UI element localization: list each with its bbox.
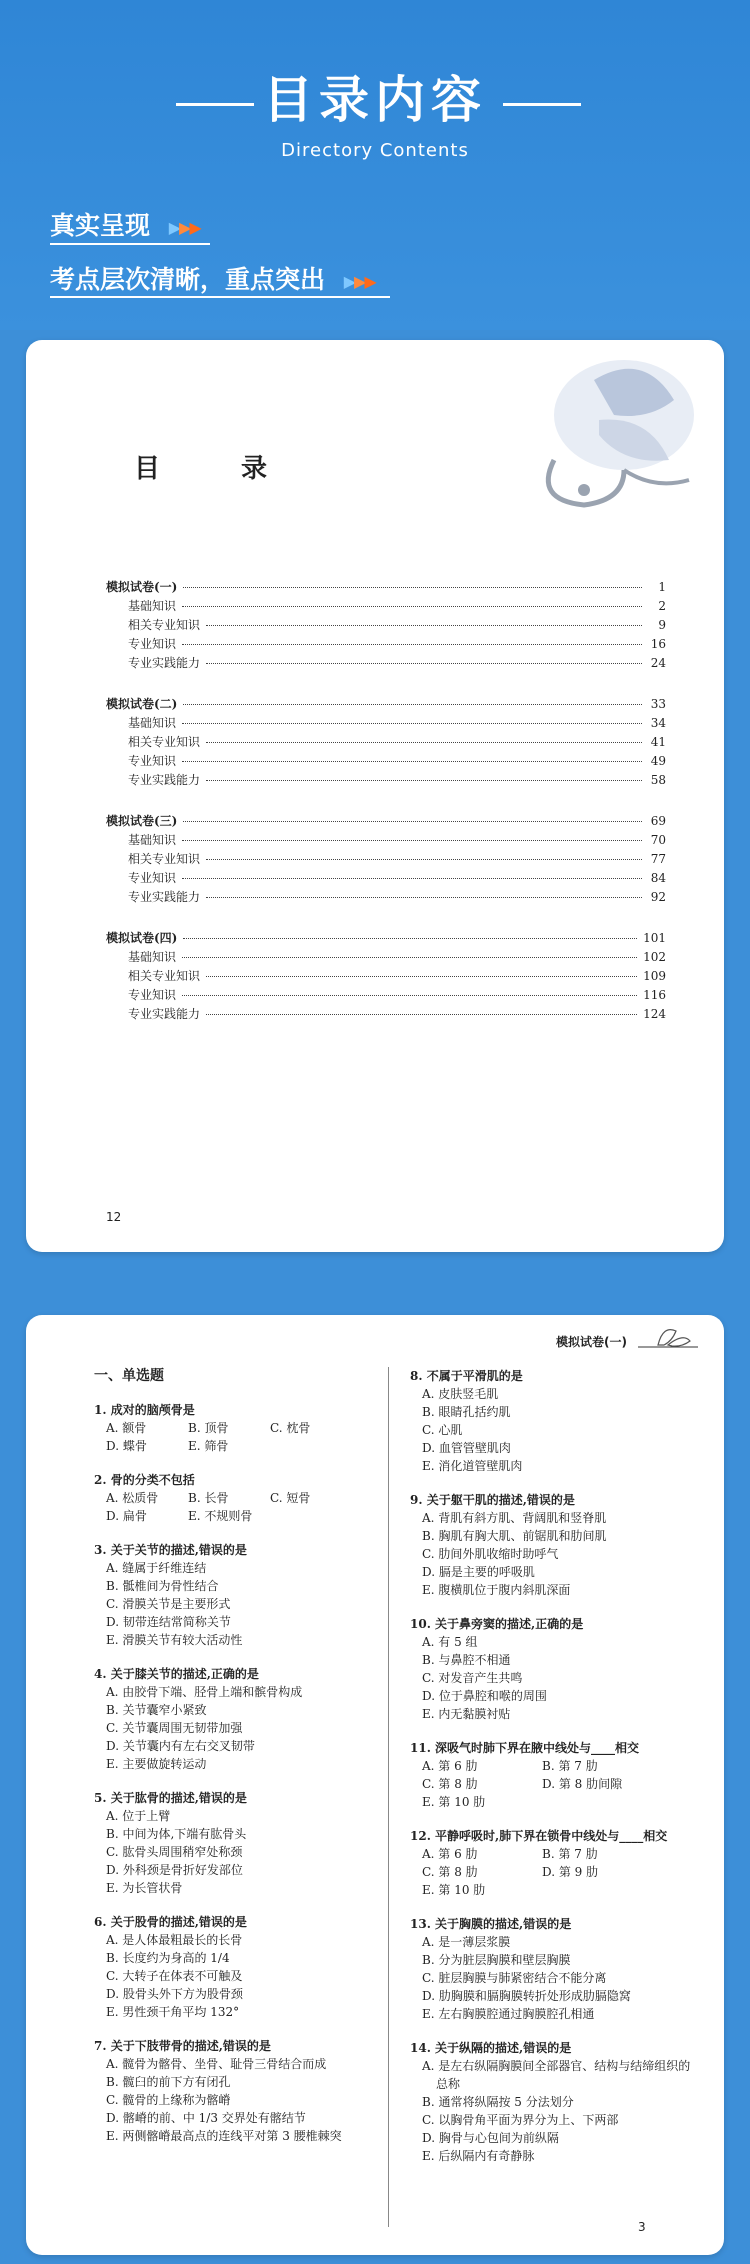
question-2	[94, 1471, 384, 1525]
tag-real	[50, 206, 200, 242]
question-1	[94, 1401, 384, 1455]
leader-dots	[182, 878, 642, 879]
question-stem: 13. 关于胸膜的描述,错误的是	[410, 1917, 572, 1931]
option-e[interactable]: E. 两侧髂嵴最高点的连线平对第 3 腰椎棘突	[106, 2129, 342, 2143]
question-stem: 12. 平静呼吸时,肺下界在锁骨中线处与____相交	[410, 1829, 668, 1843]
option-a[interactable]: A. 有 5 组	[422, 1635, 478, 1649]
toc-entry-label: 基础知识	[128, 716, 177, 730]
toc-entry[interactable]	[106, 869, 666, 888]
toc-entry-label: 相关专业知识	[128, 969, 201, 983]
leader-dots	[183, 587, 642, 588]
option-e[interactable]: E. 后纵隔内有奇静脉	[422, 2149, 535, 2163]
right-column	[410, 1367, 700, 2181]
option-a[interactable]: A. 是人体最粗最长的长骨	[106, 1933, 243, 1947]
option-row	[410, 1757, 700, 1775]
toc-entry[interactable]	[106, 771, 666, 790]
toc-entry[interactable]	[106, 654, 666, 673]
toc-entry-label: 基础知识	[128, 950, 177, 964]
option-b[interactable]: B. 髋臼的前下方有闭孔	[106, 2075, 231, 2089]
toc-entry-page: 1	[658, 580, 666, 594]
option-e[interactable]: E. 第 10 肋	[422, 1883, 486, 1897]
toc-entry[interactable]	[106, 1005, 666, 1024]
option-row	[94, 1489, 384, 1507]
page-number: 12	[106, 1210, 122, 1224]
option-d[interactable]: D. 膈是主要的呼吸肌	[422, 1565, 535, 1579]
option-e[interactable]: E. 左右胸膜腔通过胸膜腔孔相通	[422, 2007, 595, 2021]
option-a[interactable]: A. 髋骨为髂骨、坐骨、耻骨三骨结合而成	[106, 2057, 327, 2071]
toc-entry[interactable]	[106, 967, 666, 986]
question-13	[410, 1915, 700, 2023]
option-c[interactable]: C. 滑膜关节是主要形式	[106, 1597, 231, 1611]
toc-entry-label: 专业实践能力	[128, 1007, 201, 1021]
toc-entry-label: 专业知识	[128, 988, 177, 1002]
header-title-wrap	[0, 70, 750, 130]
option-row	[94, 1437, 384, 1455]
header-title: 目录内容	[263, 71, 487, 129]
toc-entry-label: 模拟试卷(三)	[106, 814, 178, 828]
question-stem: 5. 关于肱骨的描述,错误的是	[94, 1791, 247, 1805]
toc-entry-page: 9	[658, 618, 666, 632]
option-d[interactable]: D. 股骨头外下方为股骨颈	[106, 1987, 243, 2001]
section-title: 一、单选题	[94, 1368, 164, 1384]
option-a[interactable]: A. 位于上臂	[106, 1809, 171, 1823]
question-11	[410, 1739, 700, 1811]
leader-dots	[206, 742, 642, 743]
question-stem: 14. 关于纵隔的描述,错误的是	[410, 2041, 572, 2055]
option-b[interactable]: B. 骶椎间为骨性结合	[106, 1579, 219, 1593]
toc-entry-page: 102	[643, 950, 666, 964]
toc-entry-page: 101	[643, 931, 666, 945]
toc-entry[interactable]	[106, 597, 666, 616]
toc-entry-label: 相关专业知识	[128, 735, 201, 749]
toc-entry[interactable]	[106, 733, 666, 752]
toc-entry-page: 109	[643, 969, 666, 983]
toc-entry-label: 相关专业知识	[128, 618, 201, 632]
tag-real-text: 真实呈现	[50, 211, 151, 240]
running-header: 模拟试卷(一)	[556, 1335, 627, 1349]
toc-entry-label: 专业知识	[128, 754, 177, 768]
toc-group	[106, 812, 666, 907]
option-c[interactable]: C. 肱骨头周围稍窄处称颈	[106, 1845, 243, 1859]
toc-entry[interactable]	[106, 695, 666, 714]
toc-list	[106, 578, 666, 1046]
option-e[interactable]: E. 腹横肌位于腹内斜肌深面	[422, 1583, 571, 1597]
tag-clear	[50, 260, 375, 296]
toc-entry-page: 2	[658, 599, 666, 613]
toc-entry-page: 58	[650, 773, 666, 787]
leader-dots	[183, 704, 642, 705]
toc-entry[interactable]	[106, 986, 666, 1005]
option-d[interactable]: D. 第 9 肋	[542, 1865, 599, 1879]
leader-dots	[183, 938, 637, 939]
leader-dots	[182, 723, 642, 724]
question-stem: 4. 关于膝关节的描述,正确的是	[94, 1667, 259, 1681]
leader-dots	[206, 625, 642, 626]
question-8	[410, 1367, 700, 1475]
option-c[interactable]: C. 心肌	[422, 1423, 463, 1437]
toc-entry-page: 16	[650, 637, 666, 651]
tag-underline-1	[50, 243, 210, 245]
option-d[interactable]: D. 髂嵴的前、中 1/3 交界处有髂结节	[106, 2111, 306, 2125]
option-d[interactable]: D. 位于鼻腔和喉的周围	[422, 1689, 547, 1703]
question-10	[410, 1615, 700, 1723]
leader-dots	[182, 761, 642, 762]
option-d[interactable]: D. 关节囊内有左右交叉韧带	[106, 1739, 255, 1753]
option-d[interactable]: D. 第 8 肋间隙	[542, 1777, 623, 1791]
leader-dots	[182, 957, 637, 958]
leader-dots	[206, 976, 637, 977]
option-e[interactable]: E. 为长管状骨	[106, 1881, 183, 1895]
option-a[interactable]: A. 皮肤竖毛肌	[422, 1387, 499, 1401]
option-c[interactable]: C. 对发音产生共鸣	[422, 1671, 523, 1685]
option-b[interactable]: B. 关节囊窄小紧致	[106, 1703, 207, 1717]
option-row	[410, 1863, 700, 1881]
exam-page	[26, 1315, 724, 2255]
option-a[interactable]: A. 缝属于纤维连结	[106, 1561, 207, 1575]
toc-entry[interactable]	[106, 948, 666, 967]
option-e[interactable]: E. 男性颈干角平均 132°	[106, 2005, 240, 2019]
option-c[interactable]: C. 大转子在体表不可触及	[106, 1969, 243, 1983]
option-row	[410, 1845, 700, 1863]
question-stem: 8. 不属于平滑肌的是	[410, 1369, 523, 1383]
option-c[interactable]: C. 以胸骨角平面为界分为上、下两部	[422, 2113, 619, 2127]
option-a[interactable]: A. 第 6 肋	[422, 1847, 478, 1861]
option-e[interactable]: E. 内无黏膜衬贴	[422, 1707, 511, 1721]
question-7	[94, 2037, 384, 2145]
question-stem: 10. 关于鼻旁窦的描述,正确的是	[410, 1617, 584, 1631]
toc-title: 目 录	[134, 454, 304, 484]
header-subtitle: Directory Contents	[281, 140, 469, 161]
option-row	[94, 1507, 384, 1525]
option-a[interactable]: A. 由胶骨下端、胫骨上端和髌骨构成	[106, 1685, 303, 1699]
toc-entry-label: 相关专业知识	[128, 852, 201, 866]
toc-entry-page: 24	[650, 656, 666, 670]
option-b[interactable]: B. 胸肌有胸大肌、前锯肌和肋间肌	[422, 1529, 607, 1543]
leader-dots	[206, 663, 642, 664]
leader-dots	[206, 780, 642, 781]
option-d[interactable]: D. 蝶骨	[106, 1439, 147, 1453]
leader-dots	[182, 644, 642, 645]
option-b[interactable]: B. 第 7 肋	[542, 1759, 598, 1773]
question-stem: 3. 关于关节的描述,错误的是	[94, 1543, 247, 1557]
option-c[interactable]: C. 短骨	[270, 1491, 311, 1505]
option-e[interactable]: E. 主要做旋转运动	[106, 1757, 207, 1771]
toc-group	[106, 695, 666, 790]
option-d[interactable]: D. 韧带连结常简称关节	[106, 1615, 231, 1629]
option-a[interactable]: A. 背肌有斜方肌、背阔肌和竖脊肌	[422, 1511, 607, 1525]
question-3	[94, 1541, 384, 1649]
toc-entry-label: 基础知识	[128, 599, 177, 613]
option-c[interactable]: C. 第 8 肋	[422, 1865, 478, 1879]
option-row	[410, 1775, 700, 1793]
option-a[interactable]: A. 额骨	[106, 1421, 147, 1435]
option-c[interactable]: C. 枕骨	[270, 1421, 311, 1435]
question-12	[410, 1827, 700, 1899]
option-c[interactable]: C. 髋骨的上缘称为髂嵴	[106, 2093, 231, 2107]
question-4	[94, 1665, 384, 1773]
toc-entry-label: 模拟试卷(四)	[106, 931, 178, 945]
question-9	[410, 1491, 700, 1599]
toc-entry[interactable]	[106, 929, 666, 948]
left-column	[94, 1367, 384, 2161]
option-b[interactable]: B. 第 7 肋	[542, 1847, 598, 1861]
page-number: 3	[638, 2220, 646, 2234]
toc-group	[106, 578, 666, 673]
option-e[interactable]: E. 第 10 肋	[422, 1795, 486, 1809]
option-d[interactable]: D. 血管管壁肌肉	[422, 1441, 511, 1455]
option-b[interactable]: B. 分为脏层胸膜和壁层胸膜	[422, 1953, 571, 1967]
option-row	[94, 1419, 384, 1437]
leader-dots	[182, 840, 642, 841]
option-b[interactable]: B. 与鼻腔不相通	[422, 1653, 511, 1667]
toc-entry-label: 专业知识	[128, 871, 177, 885]
option-a[interactable]: A. 松质骨	[106, 1491, 159, 1505]
option-a[interactable]: A. 是一薄层浆膜	[422, 1935, 511, 1949]
question-stem: 1. 成对的脑颅骨是	[94, 1403, 195, 1417]
toc-entry-label: 专业实践能力	[128, 890, 201, 904]
option-a[interactable]: A. 第 6 肋	[422, 1759, 478, 1773]
option-d[interactable]: D. 外科颈是骨折好发部位	[106, 1863, 243, 1877]
toc-entry[interactable]	[106, 812, 666, 831]
question-5	[94, 1789, 384, 1897]
toc-entry[interactable]	[106, 616, 666, 635]
option-b[interactable]: B. 长骨	[188, 1491, 229, 1505]
question-stem: 7. 关于下肢带骨的描述,错误的是	[94, 2039, 271, 2053]
leader-dots	[206, 897, 642, 898]
tag-underline-2	[50, 296, 390, 298]
toc-entry[interactable]	[106, 635, 666, 654]
toc-entry-page: 41	[650, 735, 666, 749]
toc-entry[interactable]	[106, 850, 666, 869]
toc-entry[interactable]	[106, 752, 666, 771]
option-c[interactable]: C. 肋间外肌收缩时助呼气	[422, 1547, 559, 1561]
arrows-icon: ▶▶▶	[343, 271, 375, 291]
toc-entry[interactable]	[106, 831, 666, 850]
toc-entry-page: 84	[650, 871, 666, 885]
question-6	[94, 1913, 384, 2021]
option-b[interactable]: B. 长度约为身高的 1/4	[106, 1951, 230, 1965]
toc-entry[interactable]	[106, 888, 666, 907]
leader-dots	[206, 1014, 637, 1015]
option-e[interactable]: E. 不规则骨	[188, 1509, 253, 1523]
leader-dots	[183, 821, 642, 822]
toc-entry-page: 77	[650, 852, 666, 866]
toc-page	[26, 340, 724, 1252]
option-e[interactable]: E. 筛骨	[188, 1439, 229, 1453]
toc-entry-page: 92	[650, 890, 666, 904]
option-c[interactable]: C. 脏层胸膜与肺紧密结合不能分离	[422, 1971, 607, 1985]
butterfly-stethoscope-icon	[474, 340, 724, 540]
option-c[interactable]: C. 关节囊周围无韧带加强	[106, 1721, 243, 1735]
option-d[interactable]: D. 肋胸膜和膈胸膜转折处形成肋膈隐窝	[422, 1989, 631, 2003]
arrows-icon: ▶▶▶	[168, 217, 200, 237]
question-stem: 9. 关于躯干肌的描述,错误的是	[410, 1493, 575, 1507]
toc-entry-page: 116	[643, 988, 666, 1002]
option-d[interactable]: D. 扁骨	[106, 1509, 147, 1523]
toc-entry-page: 70	[650, 833, 666, 847]
toc-entry-label: 专业知识	[128, 637, 177, 651]
option-d[interactable]: D. 胸骨与心包间为前纵隔	[422, 2131, 559, 2145]
option-b[interactable]: B. 通常将纵隔按 5 分法划分	[422, 2095, 574, 2109]
toc-entry-page: 124	[643, 1007, 666, 1021]
question-stem: 11. 深吸气时肺下界在腋中线处与____相交	[410, 1741, 640, 1755]
toc-entry[interactable]	[106, 714, 666, 733]
question-stem: 6. 关于股骨的描述,错误的是	[94, 1915, 247, 1929]
leader-dots	[182, 606, 642, 607]
tag-clear-text: 考点层次清晰，重点突出	[50, 265, 326, 294]
question-14	[410, 2039, 700, 2165]
toc-entry-page: 33	[650, 697, 666, 711]
toc-entry-label: 专业实践能力	[128, 656, 201, 670]
leader-dots	[206, 859, 642, 860]
question-stem: 2. 骨的分类不包括	[94, 1473, 195, 1487]
option-a[interactable]: A. 是左右纵隔胸膜间全部器官、结构与结缔组织的总称	[422, 2059, 691, 2091]
leader-dots	[182, 995, 637, 996]
option-c[interactable]: C. 第 8 肋	[422, 1777, 478, 1791]
option-b[interactable]: B. 眼睛孔括约肌	[422, 1405, 511, 1419]
toc-entry-page: 69	[650, 814, 666, 828]
toc-entry-label: 模拟试卷(二)	[106, 697, 178, 711]
option-e[interactable]: E. 消化道管壁肌肉	[422, 1459, 523, 1473]
option-e[interactable]: E. 滑膜关节有较大活动性	[106, 1633, 243, 1647]
toc-entry-page: 49	[650, 754, 666, 768]
column-divider	[388, 1367, 389, 2227]
toc-entry-label: 基础知识	[128, 833, 177, 847]
toc-entry-label: 专业实践能力	[128, 773, 201, 787]
option-b[interactable]: B. 中间为体,下端有肱骨头	[106, 1827, 247, 1841]
toc-entry-page: 34	[650, 716, 666, 730]
toc-entry[interactable]	[106, 578, 666, 597]
toc-entry-label: 模拟试卷(一)	[106, 580, 178, 594]
option-b[interactable]: B. 顶骨	[188, 1421, 229, 1435]
butterfly-icon	[638, 1323, 698, 1351]
toc-group	[106, 929, 666, 1024]
